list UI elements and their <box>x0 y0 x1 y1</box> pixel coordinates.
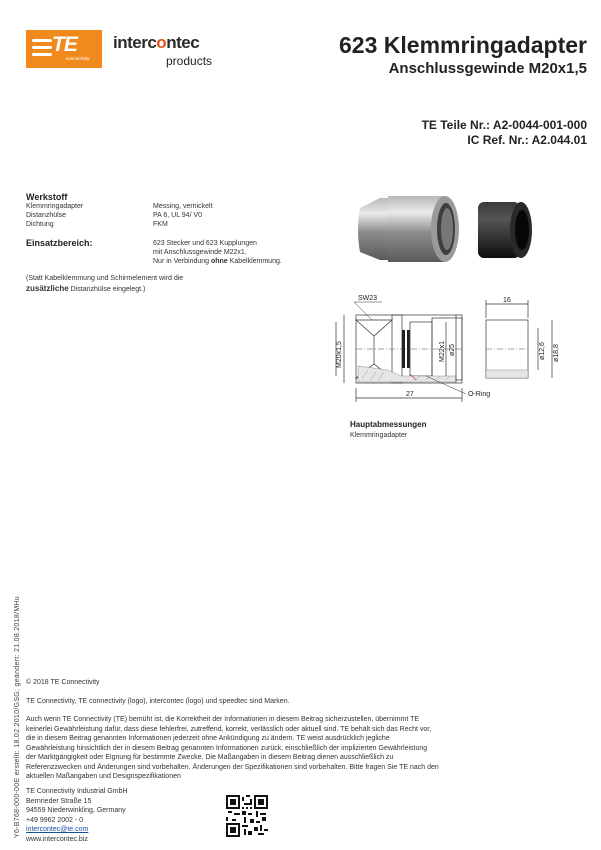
hauptabmessungen-heading: Hauptabmessungen <box>350 420 427 429</box>
m20-label: M20x1,5 <box>336 341 343 368</box>
hauptabmessungen-sub: Klemmringadapter <box>350 432 408 439</box>
qr-code-icon <box>226 795 268 837</box>
copyright: © 2018 TE Connectivity <box>26 679 100 686</box>
einsatz-line: 623 Stecker und 623 Kupplungen <box>153 240 257 247</box>
m22-label: M22x1 <box>439 340 446 362</box>
distanzhuelse-drawing <box>486 300 552 378</box>
len27-label: 27 <box>406 391 414 398</box>
technical-drawing <box>326 290 566 410</box>
einsatz-line: mit Anschlussgewinde M22x1. <box>153 249 247 256</box>
werkstoff-value: FKM <box>153 221 168 228</box>
trademarks: TE Connectivity, TE connectivity (logo), intercontec (logo) und speedtec sind Marken. <box>26 698 290 705</box>
adapter-drawing <box>336 302 466 402</box>
werkstoff-heading: Werkstoff <box>26 192 68 202</box>
einsatzbereich-heading: Einsatzbereich: <box>26 238 93 248</box>
len16-label: 16 <box>503 297 511 304</box>
te-part-number: TE Teile Nr.: A2-0044-001-000 <box>421 118 587 132</box>
website-text: www.intercontec.biz <box>26 835 88 843</box>
email-link[interactable]: intercontec@te.com <box>26 826 89 833</box>
d126-label: ø12,6 <box>539 342 546 360</box>
document-revision-info: Y6-B768-000-00E erstellt: 18.02.2010/GSG; geändert: 21.08.2018/MHu <box>14 596 21 838</box>
sw23-label: SW23 <box>358 295 378 302</box>
product-photo <box>350 186 545 266</box>
page-subtitle: Anschlussgewinde M20x1,5 <box>388 60 587 77</box>
werkstoff-value: Messing, vernickelt <box>153 203 213 210</box>
intercontec-logo: intercontec <box>113 33 200 52</box>
te-connectivity-logo: TE connectivity <box>26 30 102 68</box>
products-label: products <box>166 54 213 68</box>
einsatz-line: Nur in Verbindung ohne Kabelklemmung. <box>153 258 282 265</box>
d188-label: ø18,8 <box>553 344 560 362</box>
ic-reference-number: IC Ref. Nr.: A2.044.01 <box>467 133 587 147</box>
disclaimer: Auch wenn TE Connectivity (TE) bemüht ist, die Korrektheit der Informationen in diesem Beitrag sicherzustellen, übernimmt TE keinerlei Gewährleistung dafür, dass diese fehlerfrei, zutreffend, korrekt, verlässlich oder aktuell sind. TE behält sich das Recht vor, die in diesem Beitrag genannten Informationen jederzeit ohne Ankündigung zu ändern. TE weist ausdrücklich jegliche Gewährleistung hinsichtlich der in diesem Beitrag genannten Informationen zurück, einschließlich der implizierten Gewährleistung der Marktgängigkeit oder Eignung für bestimmte Zwecke. Die Maßangaben in diesem Beitrag dienen ausschließlich zu Referenzzwecken und Änderungen sind vorbehalten. Änderungen der Spezifikationen sind vorbehalten. Bitte fragen Sie TE nach den aktuellen Maßangaben und Designspezifikationen <box>26 716 439 780</box>
oring-label: O-Ring <box>468 391 491 398</box>
page-title: 623 Klemmringadapter <box>339 32 587 58</box>
te-stripes-icon <box>32 39 52 60</box>
werkstoff-label: Klemmringadapter <box>26 203 84 210</box>
distanzhuelse-note: (Statt Kabelklemmung und Schirmelement wird die zusätzliche Distanzhülse eingelegt.) <box>26 275 184 293</box>
klemmringadapter-photo <box>358 196 459 262</box>
werkstoff-label: Dichtung <box>26 221 54 228</box>
distanzhuelse-photo <box>478 202 532 258</box>
company-address: TE Connectivity Industrial GmbH Bernrieder Straße 15 94559 Niederwinkling, Germany +49 9962 2002 - 0 intercontec@te.com www.intercontec.biz <box>26 788 128 843</box>
d25-label: ø25 <box>449 343 456 356</box>
werkstoff-value: PA 6, UL 94/ V0 <box>153 212 203 219</box>
werkstoff-label: Distanzhülse <box>26 212 67 219</box>
